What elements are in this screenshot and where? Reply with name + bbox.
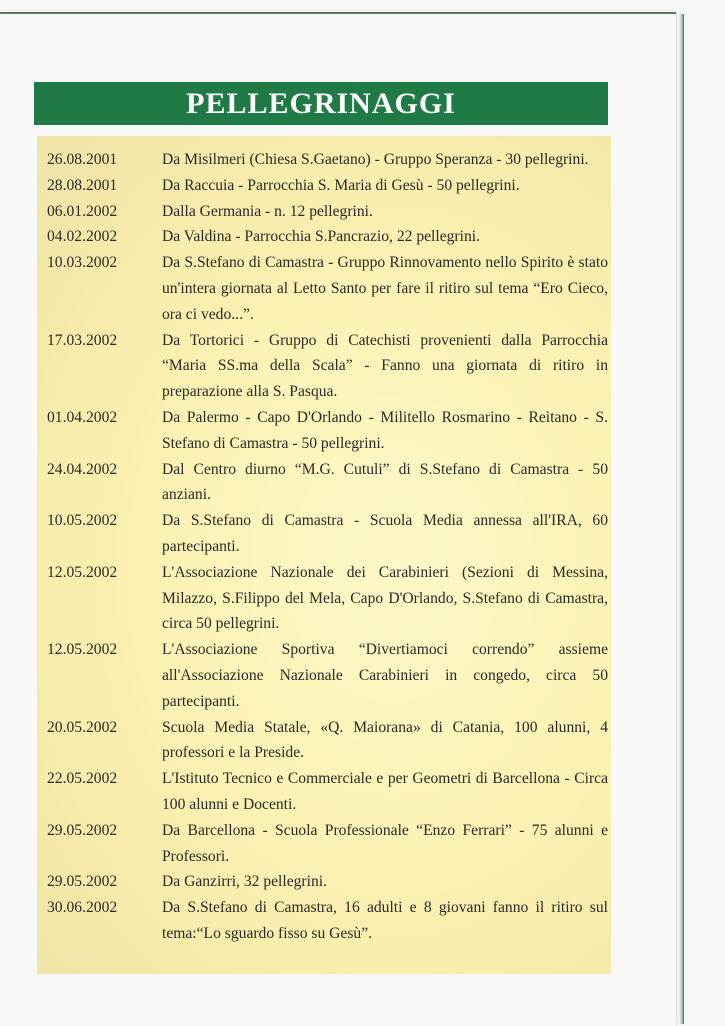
- list-item: [37, 328, 611, 405]
- entry-date: 06.01.2002: [47, 202, 118, 220]
- entry-text: Da Ganzirri, 32 pellegrini.: [162, 873, 327, 891]
- list-item: [37, 869, 611, 895]
- entry-text: Da Palermo - Capo D'Orlando - Militello Rosmarino - Reitano - S. Stefano di Camastra - 50 pellegrini.: [162, 408, 608, 452]
- list-item: [37, 637, 611, 714]
- list-item: [37, 457, 611, 509]
- entry-date: 10.05.2002: [47, 512, 118, 530]
- entry-date: 29.05.2002: [47, 873, 118, 891]
- entry-date: 04.02.2002: [47, 228, 118, 246]
- list-item: [37, 766, 611, 818]
- entry-text: Scuola Media Statale, «Q. Maiorana» di Catania, 100 alunni, 4 professori e la Preside.: [162, 718, 608, 762]
- entry-text: Da Valdina - Parrocchia S.Pancrazio, 22 pellegrini.: [162, 228, 480, 246]
- title-banner: [34, 82, 608, 125]
- entry-date: 22.05.2002: [47, 770, 118, 788]
- entry-date: 26.08.2001: [47, 151, 118, 168]
- list-item: [37, 508, 611, 560]
- entry-text: L'Associazione Sportiva “Divertiamoci correndo” assieme all'Associazione Nazionale Carabinieri in congedo, circa 50 partecipanti.: [162, 641, 608, 710]
- entry-date: 24.04.2002: [47, 460, 118, 478]
- entry-date: 12.05.2002: [47, 563, 118, 581]
- entry-date: 28.08.2001: [47, 176, 118, 194]
- entry-text: Da Misilmeri (Chiesa S.Gaetano) - Gruppo Speranza - 30 pellegrini.: [162, 151, 589, 168]
- entry-date: 29.05.2002: [47, 821, 118, 839]
- entry-text: Da S.Stefano di Camastra - Scuola Media annessa all'IRA, 60 partecipanti.: [162, 512, 608, 555]
- pilgrimages-panel: [37, 136, 611, 974]
- entry-text: L'Istituto Tecnico e Commerciale e per Geometri di Barcellona - Circa 100 alunni e Docenti.: [162, 770, 608, 813]
- entry-date: 20.05.2002: [47, 718, 118, 736]
- list-item: [37, 715, 611, 767]
- entry-text: L'Associazione Nazionale dei Carabinieri (Sezioni di Messina, Milazzo, S.Filippo del Mela, Capo D'Orlando, S.Stefano di Camastra, circa 50 pellegrini.: [162, 563, 608, 633]
- entry-text: Da Tortorici - Gruppo di Catechisti provenienti dalla Parrocchia “Maria SS.ma della Scala” - Fanno una giornata di ritiro in preparazione alla S. Pasqua.: [162, 331, 608, 401]
- entry-date: 01.04.2002: [47, 408, 118, 426]
- pilgrimage-list: [37, 147, 611, 947]
- entry-date: 12.05.2002: [47, 641, 118, 659]
- list-item: [37, 560, 611, 637]
- entry-date: 10.03.2002: [47, 254, 118, 272]
- entry-text: Dal Centro diurno “M.G. Cutuli” di S.Stefano di Camastra - 50 anziani.: [162, 460, 608, 504]
- list-item: [37, 818, 611, 870]
- list-item: [37, 147, 611, 173]
- entry-text: Da Barcellona - Scuola Professionale “Enzo Ferrari” - 75 alunni e Professori.: [162, 821, 608, 865]
- list-item: [37, 199, 611, 225]
- entry-date: 17.03.2002: [47, 331, 118, 349]
- list-item: [37, 224, 611, 250]
- entry-text: Da S.Stefano di Camastra - Gruppo Rinnovamento nello Spirito è stato un'intera giornata al Letto Santo per fare il ritiro sul tema “Ero Cieco, ora ci vedo...”.: [162, 254, 608, 323]
- entry-text: Dalla Germania - n. 12 pellegrini.: [162, 202, 373, 220]
- list-item: [37, 250, 611, 327]
- page-title: PELLEGRINAGGI: [186, 87, 456, 120]
- entry-date: 30.06.2002: [47, 899, 118, 917]
- entry-text: Da S.Stefano di Camastra, 16 adulti e 8 giovani fanno il ritiro sul tema:“Lo sguardo fisso su Gesù”.: [162, 899, 608, 942]
- list-item: [37, 405, 611, 457]
- page-edge: [680, 14, 684, 1024]
- list-item: [37, 895, 611, 947]
- list-item: [37, 173, 611, 199]
- entry-text: Da Raccuia - Parrocchia S. Maria di Gesù - 50 pellegrini.: [162, 176, 520, 194]
